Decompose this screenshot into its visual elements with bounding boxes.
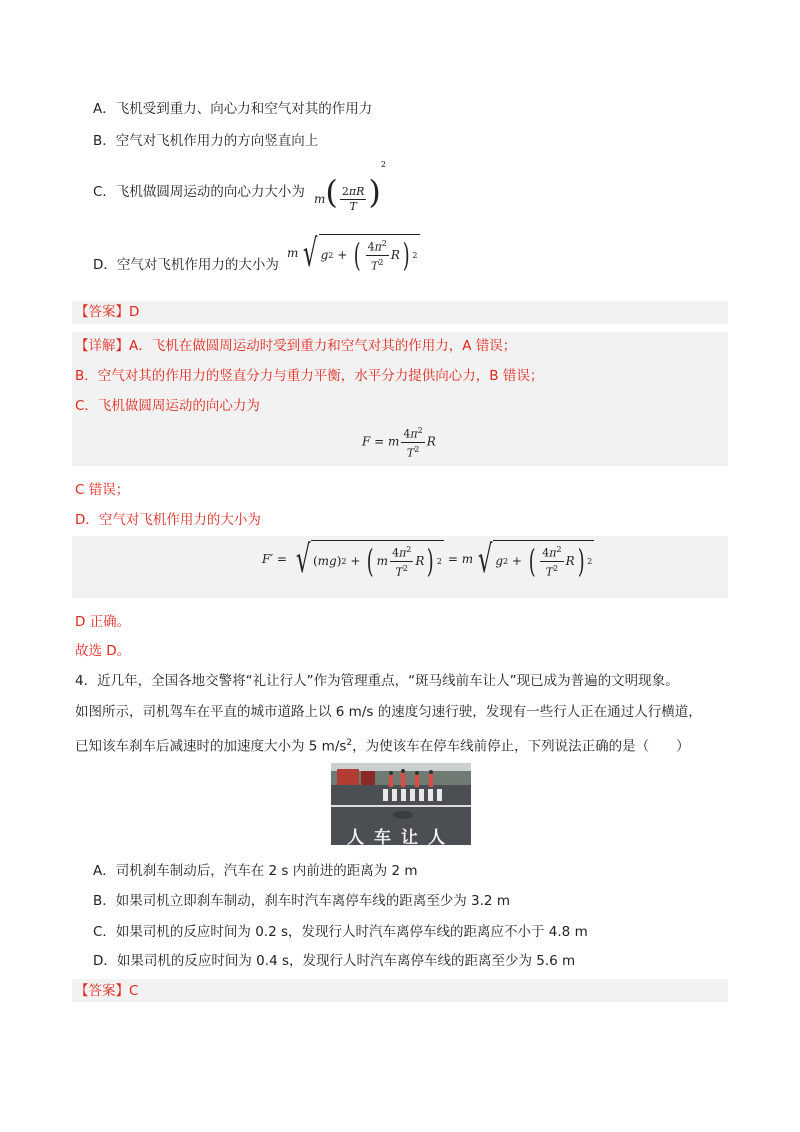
- q4-stem-3: [75, 733, 690, 757]
- q4-stem-3b: ，为使该车在停车线前停止，下列说法正确的是（ ）: [352, 738, 690, 755]
- q4-stem-2: 如图所示，司机驾车在平直的城市道路上以 6 m/s 的速度匀速行驶，发现有一些行人正在通过人行横道，: [75, 704, 702, 720]
- explain-tag: 【详解】: [75, 338, 129, 354]
- q3-option-d-formula: m √ g 2 + ( $\frac{4\pi^2}{T^2}$ R ) 2: [287, 231, 418, 275]
- crosswalk-road-text: 人车让人: [347, 828, 455, 845]
- q4-answer-value: C: [129, 983, 139, 999]
- q3-explain-line-d: D．空气对飞机作用力的大小为: [75, 512, 261, 528]
- q4-option-a: A．司机刹车制动后，汽车在 2 s 内前进的距离为 2 m: [93, 863, 418, 879]
- q3-explain-line-c: C．飞机做圆周运动的向心力为: [75, 398, 260, 414]
- explain-a-text: A．飞机在做圆周运动时受到重力和空气对其的作用力，A 错误；: [129, 338, 517, 354]
- answer-value: D: [129, 304, 140, 320]
- q3-answer: [75, 302, 139, 322]
- q4-stem-3-sup: 2: [346, 738, 353, 748]
- q4-answer-tag: 【答案】: [75, 983, 129, 999]
- crosswalk-photo: [331, 763, 471, 845]
- q3-choose: 故选 D。: [75, 643, 131, 659]
- q4-option-d: D．如果司机的反应时间为 0.4 s，发现行人时汽车离停车线的距离至少为 5.6 m: [93, 953, 576, 969]
- q4-option-c: C．如果司机的反应时间为 0.2 s，发现行人时汽车离停车线的距离应不小于 4.8 m: [93, 924, 588, 940]
- q4-answer: [75, 981, 138, 1001]
- q3-c-wrong: C 错误；: [75, 482, 130, 498]
- q3-explain-line-b: B．空气对其的作用力的竖直分力与重力平衡，水平分力提供向心力，B 错误；: [75, 368, 544, 384]
- q4-stem-1: 4．近几年，全国各地交警将“礼让行人”作为管理重点，“斑马线前车让人”现已成为普遍的文明现象。: [75, 673, 679, 689]
- q3-d-right: D 正确。: [75, 614, 131, 630]
- q3-answer-shade: [72, 301, 728, 324]
- q3-explain-line-a: [75, 336, 516, 356]
- q4-answer-shade: [72, 979, 728, 1002]
- q3-explain-c-formula: F = m $\frac{4\pi^2}{T^2}$ R: [362, 426, 436, 460]
- q3-option-b: B．空气对飞机作用力的方向竖直向上: [93, 133, 319, 149]
- q3-explain-d-formula: F′ = √ ( mg ) 2 + ( m $\frac{4\pi^2}{T^2}$ R ) 2 = m √ g 2 + ( $\frac{4\pi^2}{T^2}$ R ) 2: [262, 537, 593, 581]
- q3-option-a: A．飞机受到重力、向心力和空气对其的作用力: [93, 101, 373, 117]
- q4-option-b: B．如果司机立即刹车制动，刹车时汽车离停车线的距离至少为 3.2 m: [93, 893, 510, 909]
- q3-option-c-formula: m( $\frac{2\pi R}{T}$ )$^2$: [314, 160, 386, 213]
- q4-stem-3a: 已知该车刹车后减速时的加速度大小为 5 m/s: [75, 738, 347, 755]
- answer-tag: 【答案】: [75, 304, 129, 320]
- q3-option-c: C．飞机做圆周运动的向心力大小为: [93, 184, 305, 200]
- q3-option-d: D．空气对飞机作用力的大小为: [93, 257, 279, 273]
